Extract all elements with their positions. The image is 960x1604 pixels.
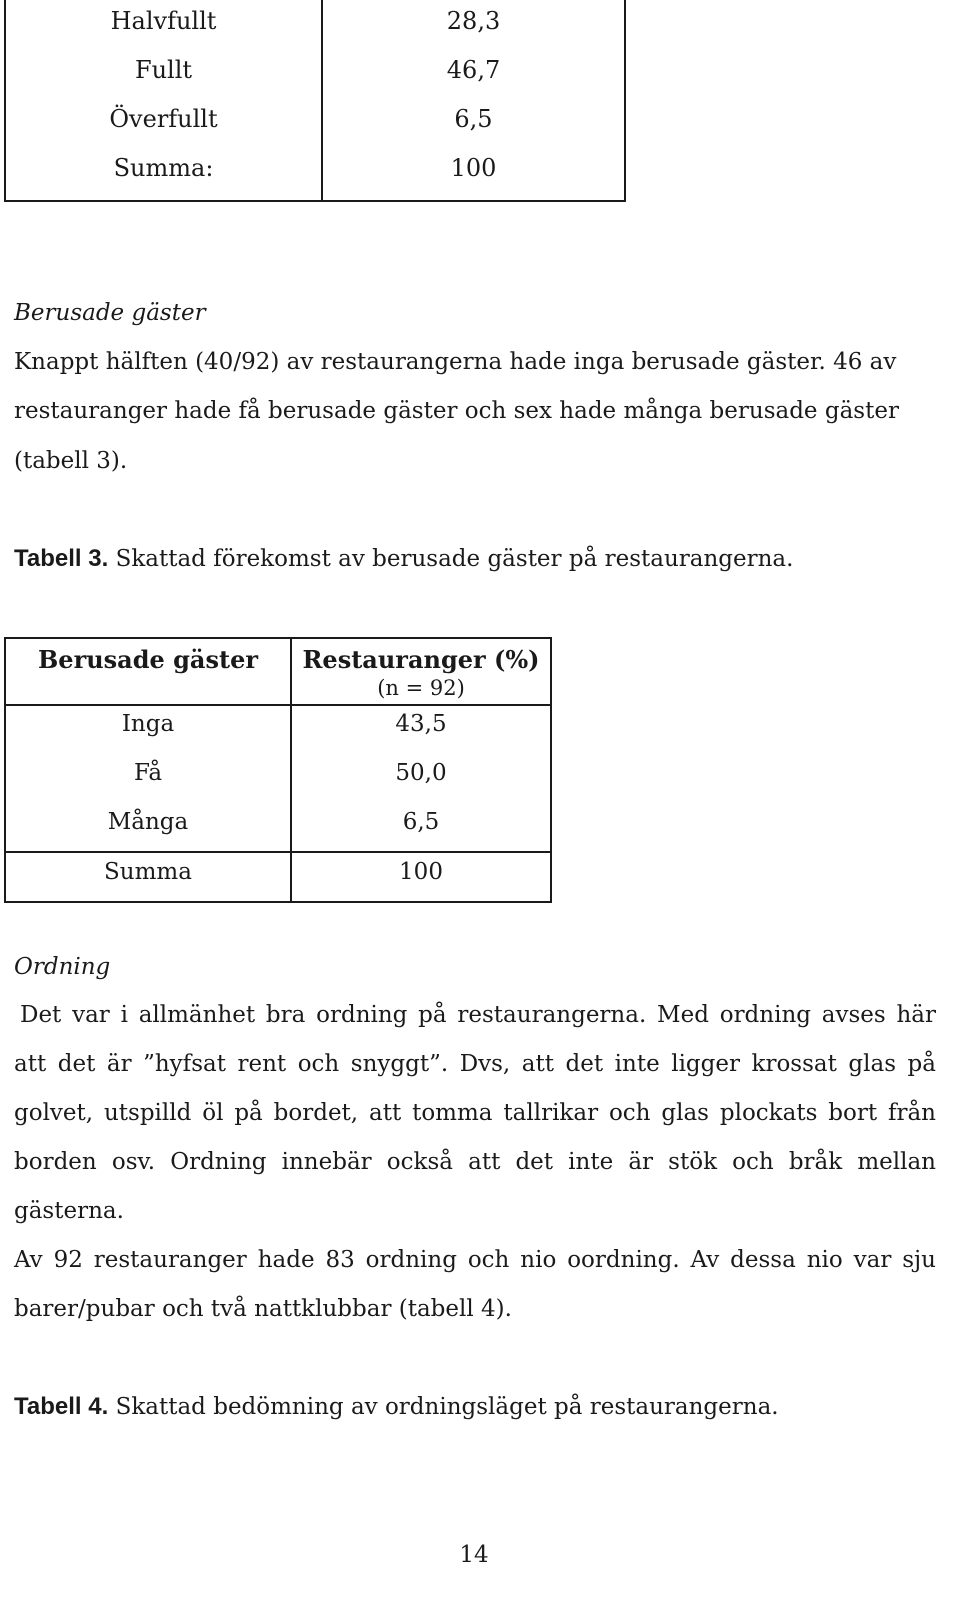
paragraph-line: borden osv. Ordning innebär också att det inte är stök och bråk mellan — [14, 1149, 936, 1175]
section-heading-berusade: Berusade gäster — [14, 300, 206, 326]
table-cell-label: Halvfullt — [110, 7, 217, 35]
table-header-berusade: Berusade gäster — [38, 645, 258, 674]
paragraph-line: barer/pubar och två nattklubbar (tabell 4). — [14, 1296, 512, 1322]
table-cell-label: Många — [107, 809, 189, 835]
table-2-partial — [4, 0, 626, 202]
table-cell-value: 43,5 — [395, 711, 447, 737]
table-caption-label: Tabell 4. — [14, 1393, 109, 1420]
table-cell-label: Få — [133, 760, 163, 786]
paragraph-line: Av 92 restauranger hade 83 ordning och nio oordning. Av dessa nio var sju — [14, 1247, 936, 1273]
table-sum-label: Summa — [104, 859, 192, 885]
table-caption-text: Skattad förekomst av berusade gäster på restaurangerna. — [108, 546, 794, 572]
table-sum-value: 100 — [450, 154, 497, 182]
table-caption-label: Tabell 3. — [14, 545, 109, 572]
table-3 — [4, 637, 552, 903]
table-cell-value: 28,3 — [446, 7, 501, 35]
table-caption — [14, 1392, 779, 1422]
table-cell-value: 6,5 — [402, 809, 440, 835]
table-cell-label: Fullt — [134, 56, 193, 84]
paragraph-line: Knappt hälften (40/92) av restaurangerna hade inga berusade gäster. 46 av — [14, 349, 897, 375]
paragraph-line: (tabell 3). — [14, 448, 128, 474]
table-header-restauranger: Restauranger (%) — [302, 645, 540, 674]
table-caption — [14, 544, 793, 574]
table-header-divider — [6, 704, 550, 706]
table-cell-value: 46,7 — [446, 56, 501, 84]
page-number: 14 — [459, 1542, 489, 1568]
paragraph-line: gästerna. — [14, 1198, 124, 1224]
paragraph-line: att det är ”hyfsat rent och snyggt”. Dvs, att det inte ligger krossat glas på — [14, 1051, 936, 1077]
table-cell-label: Inga — [121, 711, 175, 737]
table-cell-value: 50,0 — [395, 760, 447, 786]
table-header-n: (n = 92) — [377, 676, 465, 700]
table-cell-value: 6,5 — [454, 105, 493, 133]
paragraph-line: golvet, utspilld öl på bordet, att tomma tallrikar och glas plockats bort från — [14, 1100, 936, 1126]
table-sum-label: Summa: — [113, 154, 214, 182]
table-sum-value: 100 — [399, 859, 443, 885]
table-cell-label: Överfullt — [109, 105, 218, 133]
paragraph-line: restauranger hade få berusade gäster och sex hade många berusade gäster — [14, 398, 899, 424]
section-heading-ordning: Ordning — [14, 954, 111, 980]
table-caption-text: Skattad bedömning av ordningsläget på restaurangerna. — [108, 1394, 779, 1420]
table-sum-divider — [6, 851, 550, 853]
paragraph-line: Det var i allmänhet bra ordning på restaurangerna. Med ordning avses här — [20, 1002, 936, 1028]
